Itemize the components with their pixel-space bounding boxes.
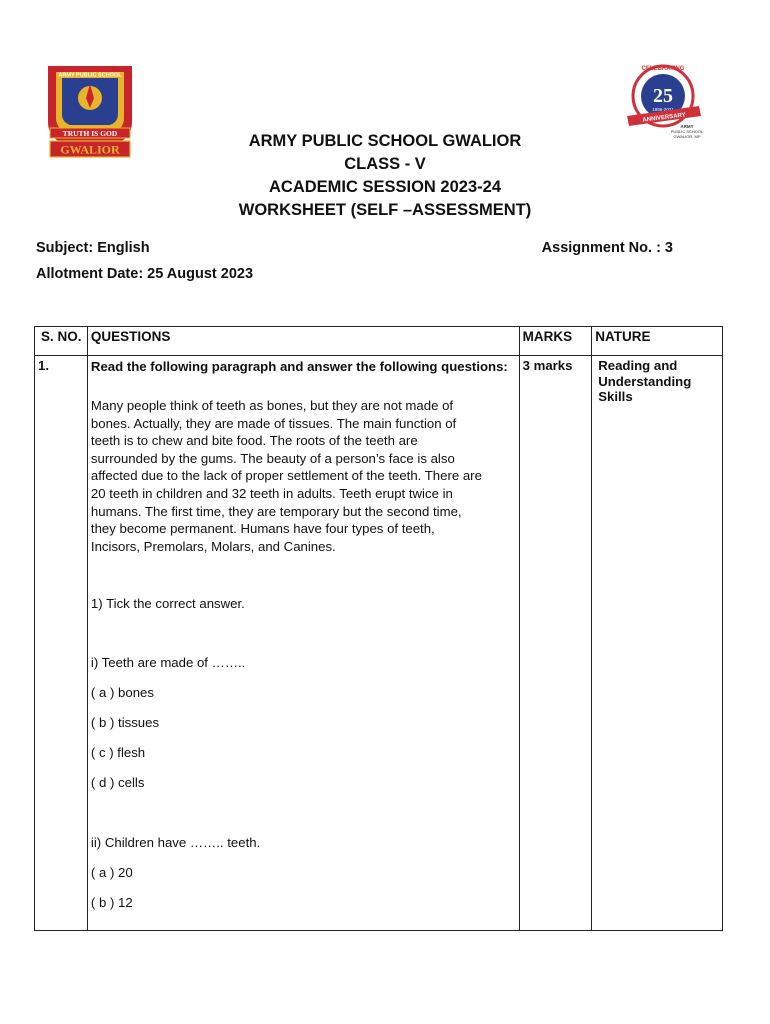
school-name: ARMY PUBLIC SCHOOL GWALIOR <box>248 132 522 150</box>
paragraph-line: Many people think of teeth as bones, but they are not made of <box>90 398 454 413</box>
anniv-ribbon: ANNIVERSARY <box>642 112 687 124</box>
session-line: ACADEMIC SESSION 2023-24 <box>269 178 501 196</box>
question-title: Read the following paragraph and answer the following questions: <box>90 359 508 374</box>
assignment-number: Assignment No. : 3 <box>541 240 673 256</box>
anniv-army: ARMY <box>680 124 694 129</box>
anniv-number: 25 <box>653 85 673 107</box>
anniv-years: 1996-2021 <box>652 107 674 112</box>
question-i: i) Teeth are made of …….. <box>90 655 246 671</box>
table-header-row <box>35 327 723 356</box>
paragraph-line: humans. The first time, they are temporary but the second time, <box>90 503 462 519</box>
anniv-city: GWALIOR, MP <box>673 134 701 139</box>
paragraph-line: teeth is to chew and bite food. The roots of the teeth are <box>90 433 418 449</box>
option-ii-b: ( b ) 12 <box>90 895 133 911</box>
anniv-school: PUBLIC SCHOOL <box>670 129 704 134</box>
anniversary-logo <box>623 62 707 146</box>
header-questions: QUESTIONS <box>87 327 519 356</box>
question-table <box>34 326 723 931</box>
header-marks: MARKS <box>519 327 592 356</box>
nature-line: Skills <box>598 389 633 404</box>
school-crest-logo <box>40 62 140 162</box>
crest-motto: TRUTH IS GOD <box>62 129 118 138</box>
paragraph-line: they become permanent. Humans have four types of teeth, <box>90 521 435 537</box>
option-i-d: ( d ) cells <box>90 775 145 791</box>
option-i-b: ( b ) tissues <box>90 715 160 731</box>
header-nature: NATURE <box>592 327 723 356</box>
marks-cell: 3 marks <box>519 356 592 931</box>
paragraph-line: Incisors, Premolars, Molars, and Canines. <box>90 538 336 554</box>
allotment-date: Allotment Date: 25 August 2023 <box>36 266 254 282</box>
option-ii-a: ( a ) 20 <box>90 865 133 881</box>
nature-cell <box>592 356 723 931</box>
worksheet-type: WORKSHEET (SELF –ASSESSMENT) <box>238 201 532 219</box>
option-i-a: ( a ) bones <box>90 685 154 701</box>
option-i-c: ( c ) flesh <box>90 745 146 761</box>
paragraph-line: 20 teeth in children and 32 teeth in adults. Teeth erupt twice in <box>90 485 453 501</box>
question-ii: ii) Children have …….. teeth. <box>90 835 261 851</box>
instruction: 1) Tick the correct answer. <box>90 596 245 612</box>
paragraph-line: affected due to the lack of proper settlement of the teeth. There are <box>90 468 482 484</box>
row-sno: 1. <box>35 356 88 931</box>
nature-line: Understanding <box>598 373 692 389</box>
question-cell <box>87 356 519 931</box>
crest-city: GWALIOR <box>60 142 120 157</box>
class-line: CLASS - V <box>344 155 426 173</box>
table-row <box>35 356 723 931</box>
crest-arc-text: ARMY PUBLIC SCHOOL <box>58 72 122 79</box>
worksheet-heading <box>160 130 610 222</box>
paragraph-line: surrounded by the gums. The beauty of a person’s face is also <box>90 450 455 466</box>
anniv-top-text: CELEBRATING <box>641 66 685 72</box>
reading-paragraph <box>91 397 516 555</box>
paragraph-line: bones. Actually, they are made of tissues. The main function of <box>90 415 457 431</box>
nature-line: Reading and <box>598 358 678 373</box>
subject-label: Subject: English <box>36 240 150 256</box>
header-sno: S. NO. <box>35 327 88 356</box>
